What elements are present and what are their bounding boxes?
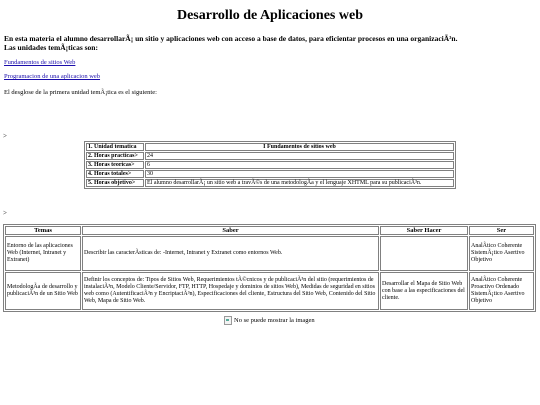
cell-tema: MetodologÃa de desarrollo y publicaciÃ³n de un Sitio Web <box>5 272 81 310</box>
col-header-saber-hacer: Saber Hacer <box>380 226 468 235</box>
broken-image <box>224 316 315 325</box>
stray-gt-1: > <box>3 132 7 140</box>
unit-key: 5. Horas objetivo> <box>86 179 144 187</box>
table-row <box>5 236 534 271</box>
unit-key: 1. Unidad tematica <box>86 143 144 151</box>
broken-image-alt-text: No se puede mostrar la imagen <box>234 317 315 324</box>
broken-image-icon <box>224 316 232 325</box>
intro-line-2: Las unidades temÃ¡ticas son: <box>4 43 98 52</box>
unit-value: 24 <box>145 152 454 160</box>
table-row <box>86 179 454 187</box>
cell-saber: Describir las caracterÃsticas de: -Internet, Intranet y Extranet como entornos Web. <box>82 236 379 271</box>
page-title: Desarrollo de Aplicaciones web <box>176 8 363 23</box>
link-fundamentos[interactable]: Fundamentos de sitios Web <box>4 59 76 66</box>
cell-saber-hacer <box>380 236 468 271</box>
cell-ser: AnalÃtico Coherente Proactivo Ordenado SistemÃ¡tico Asertivo Objetivo <box>469 272 534 310</box>
cell-saber-hacer: Desarrollar el Mapa de Sitio Web con base a las especificaciones del cliente. <box>380 272 468 310</box>
table-row <box>86 161 454 169</box>
table-row <box>86 143 454 151</box>
table-header-row <box>5 226 534 235</box>
unit-value: El alumno desarrollarÃ¡ un sitio web a travÃ©s de una metodologÃa y el lenguaje XHTML para su publicaciÃ³n. <box>145 179 454 187</box>
unit-key: 4. Horas totales> <box>86 170 144 178</box>
cell-saber: Definir los conceptos de: Tipos de Sitios Web, Requerimientos tÃ©cnicos y de publicaciÃ³n del sitio (requerimientos de instalaciÃ³n, Modelo Cliente/Servidor, FTP, HTTP, Hospedaje y dominios de sitios Web), Medidas de seguridad en sitios web como (AutentificaciÃ³n y EncriptaciÃ³n), Especificaciones del cliente, Estructura del Sitio Web, Contenido del Sitio Web, Mapa de Sitio Web. <box>82 272 379 310</box>
stray-gt-2: > <box>3 209 7 217</box>
table-row <box>5 272 534 310</box>
intro-text <box>4 34 536 52</box>
unit-key: 2. Horas practicas> <box>86 152 144 160</box>
intro-line-1: En esta materia el alumno desarrollarÃ¡ un sitio y aplicaciones web con acceso a base de datos, para eficientar procesos en una organizaciÃ³n. <box>4 34 458 43</box>
col-header-saber: Saber <box>82 226 379 235</box>
col-header-ser: Ser <box>469 226 534 235</box>
desglose-text: El desglose de la primera unidad temÃ¡tica es el siguiente: <box>4 89 157 96</box>
topics-table <box>3 224 536 312</box>
table-row <box>86 152 454 160</box>
unit-value: 30 <box>145 170 454 178</box>
unit-key: 3. Horas teoricas> <box>86 161 144 169</box>
col-header-temas: Temas <box>5 226 81 235</box>
unit-summary-table <box>84 141 456 189</box>
table-row <box>86 170 454 178</box>
unit-value: 6 <box>145 161 454 169</box>
link-programacion[interactable]: Programacion de una aplicacion web <box>4 73 101 80</box>
cell-tema: Entorno de las aplicaciones Web (Internet, Intranet y Extranet) <box>5 236 81 271</box>
cell-ser: AnalÃtico Coherente SistemÃ¡tico Asertivo Objetivo <box>469 236 534 271</box>
unit-value: I Fundamentos de sitios web <box>145 143 454 151</box>
